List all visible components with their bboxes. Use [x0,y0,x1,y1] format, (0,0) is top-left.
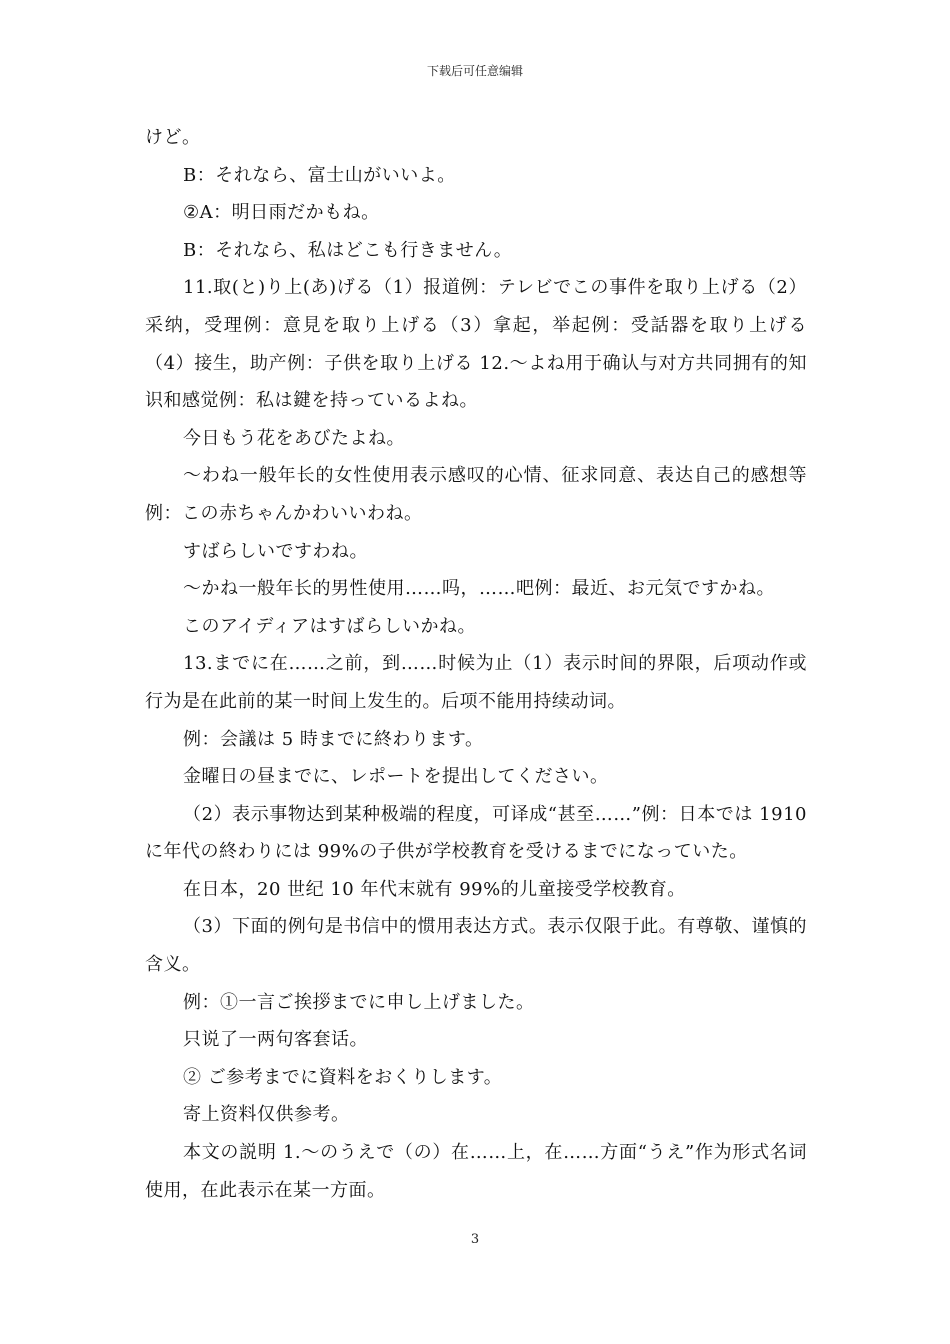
paragraph: 13.までに在……之前，到……时候为止（1）表示时间的界限，后项动作或行为是在此前的某一时间上发生的。后项不能用持续动词。 [145,653,807,712]
paragraph: 例：会議は 5 時までに終わります。 [183,728,484,750]
paragraph: このアイディアはすばらしいかね。 [183,615,476,637]
paragraph: 金曜日の昼までに、レポートを提出してください。 [183,766,609,788]
paragraph: すばらしいですわね。 [183,540,368,562]
page-number: 3 [470,1232,480,1247]
paragraph: 在日本，20 世纪 10 年代末就有 99%的儿童接受学校教育。 [183,878,686,900]
paragraph: ～わね一般年长的女性使用表示感叹的心情、征求同意、表达自己的感想等例：この赤ちゃんかわいいわね。 [145,465,807,524]
paragraph: B：それなら、私はどこも行きません。 [183,239,513,261]
paragraph: 今日もう花をあびたよね。 [183,427,405,449]
paragraph: B：それなら、富士山がいいよ。 [183,164,456,186]
paragraph: ② ご参考までに資料をおくりします。 [183,1066,503,1088]
paragraph: （2）表示事物达到某种极端的程度，可译成“甚至……”例：日本では 1910 に年代の終わりには 99%の子供が学校教育を受けるまでになっていた。 [145,803,807,863]
paragraph: 本文の説明 1.～のうえで（の）在……上，在……方面“うえ”作为形式名词使用，在此表示在某一方面。 [145,1142,807,1201]
paragraph: 只说了一两句客套话。 [183,1029,368,1051]
paragraph: （3）下面的例句是书信中的惯用表达方式。表示仅限于此。有尊敬、谨慎的含义。 [145,916,807,976]
paragraph: ～かね一般年长的男性使用……吗，……吧例：最近、お元気ですかね。 [183,578,775,600]
page-header: 下载后可任意编辑 [426,64,523,78]
paragraph: 寄上资料仅供参考。 [183,1104,350,1126]
paragraph: 例：①一言ご挨拶までに申し上げました。 [183,991,535,1013]
body-text [145,119,807,1209]
paragraph: ②A：明日雨だかもね。 [183,202,380,224]
paragraph: 11.取(と)り上(あ)げる（1）报道例：テレビでこの事件を取り上げる（2）采纳，受理例：意見を取り上げる（3）拿起，举起例：受話器を取り上げる（4）接生，助产例：子供を取り上げる 12.～よね用于确认与对方共同拥有的知识和感觉例：私は鍵を持っているよね。 [145,277,807,412]
paragraph: けど。 [145,127,201,148]
